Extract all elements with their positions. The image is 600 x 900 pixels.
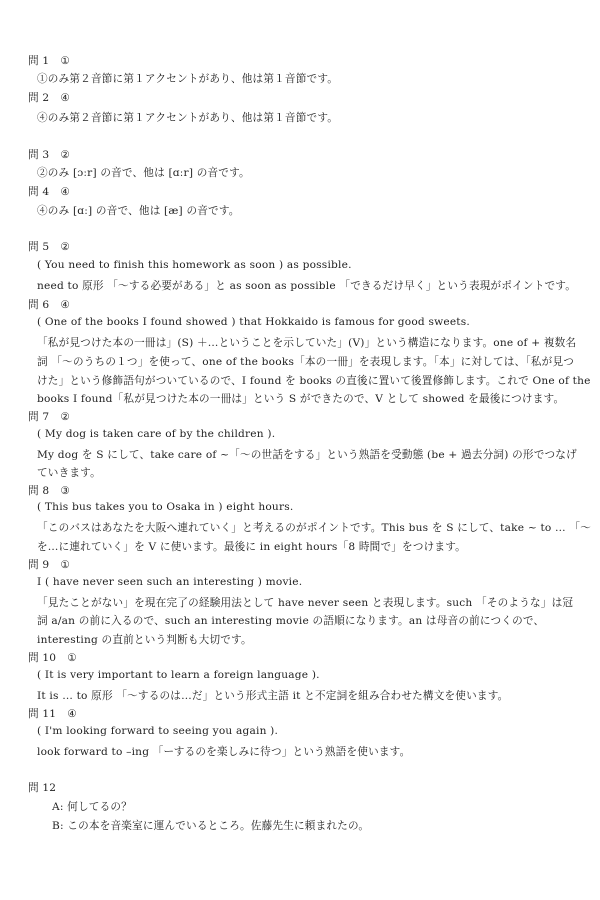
question-number: 問 5 <box>28 241 50 253</box>
question-number: 問 11 <box>28 708 57 720</box>
answer-choice: ④ <box>60 299 71 311</box>
question-header <box>28 780 56 795</box>
explanation-line: look forward to –ing 「ーするのを楽しみに待つ」という熟語を使います。 <box>37 746 411 758</box>
explanation-line: interesting の直前という判断も大切です。 <box>37 634 252 646</box>
answer-choice: ② <box>60 241 71 253</box>
question-header <box>28 706 77 721</box>
explanation-line: ( I'm looking forward to seeing you again ). <box>37 725 279 737</box>
explanation-line: need to 原形 「～する必要がある」と as soon as possible 「できるだけ早く」という表現がポイントです。 <box>37 280 577 292</box>
question-header <box>28 147 70 162</box>
question-header <box>28 184 70 199</box>
explanation-line: を…に連れていく」を V に使います。最後に in eight hours「8 時間で」をつけます。 <box>37 541 466 553</box>
explanation-line: 「このバスはあなたを大阪へ連れていく」と考えるのがポイントです。This bus を S にして、take ~ to … 「～ <box>37 522 592 534</box>
answer-choice: ② <box>60 411 71 423</box>
answer-choice: ③ <box>60 485 71 497</box>
question-number: 問 9 <box>28 559 50 571</box>
question-header <box>28 53 70 68</box>
explanation-line: 詞 a/an の前に入るので、such an interesting movie の語順になります。an は母音の前につくので、 <box>37 615 545 627</box>
question-header <box>28 483 70 498</box>
question-number: 問 10 <box>28 652 57 664</box>
explanation-line: ( This bus takes you to Osaka in ) eight hours. <box>37 501 294 513</box>
explanation-line: My dog を S にして、take care of ~「～の世話をする」という熟語を受動態 (be + 過去分詞) の形でつなげ <box>37 449 577 461</box>
question-header <box>28 650 77 665</box>
explanation-line: B: この本を音楽室に運んでいるところ。佐藤先生に頼まれたの。 <box>52 820 370 832</box>
answer-choice: ① <box>67 652 77 664</box>
question-number: 問 12 <box>28 782 57 794</box>
question-number: 問 3 <box>28 149 50 161</box>
question-number: 問 2 <box>28 92 50 104</box>
answer-choice: ④ <box>67 708 77 720</box>
question-header <box>28 409 70 424</box>
explanation-line: ( My dog is taken care of by the children ). <box>37 428 276 440</box>
explanation-line: 詞 「～のうちの１つ」を使って、one of the books「本の一冊」を表現します。「本」に対しては、「私が見つ <box>37 356 575 368</box>
answer-choice: ① <box>60 55 71 67</box>
explanation-line: It is … to 原形 「～するのは…だ」という形式主語 it と不定詞を組み合わせた構文を使います。 <box>37 690 509 702</box>
question-header <box>28 557 70 572</box>
question-number: 問 4 <box>28 186 50 198</box>
question-header <box>28 297 70 312</box>
answer-choice: ④ <box>60 92 71 104</box>
answer-choice: ④ <box>60 186 71 198</box>
answer-choice: ① <box>60 559 71 571</box>
explanation-line: ④のみ第２音節に第１アクセントがあり、他は第１音節です。 <box>37 112 339 124</box>
explanation-line: けた」という修飾語句がついているので、I found を books の直後に置いて後置修飾します。これで One of the <box>37 375 591 387</box>
question-header <box>28 90 70 105</box>
question-header <box>28 239 70 254</box>
explanation-line: I ( have never seen such an interesting ) movie. <box>37 576 303 588</box>
question-number: 問 1 <box>28 55 50 67</box>
explanation-line: ( It is very important to learn a foreign language ). <box>37 669 320 681</box>
explanation-line: 「私が見つけた本の一冊は」(S) ＋…ということを示していた」(V)」という構造になります。one of + 複数名 <box>37 337 577 349</box>
explanation-line: A: 何してるの？ <box>52 801 132 813</box>
explanation-line: ( One of the books I found showed ) that Hokkaido is famous for good sweets. <box>37 316 470 328</box>
question-number: 問 8 <box>28 485 50 497</box>
question-number: 問 6 <box>28 299 50 311</box>
explanation-line: ②のみ [ɔːr] の音で、他は [ɑːr] の音です。 <box>37 167 250 179</box>
question-number: 問 7 <box>28 411 50 423</box>
explanation-line: ④のみ [ɑː] の音で、他は [æ] の音です。 <box>37 205 240 217</box>
explanation-line: ていきます。 <box>37 467 101 479</box>
explanation-line: ( You need to finish this homework as soon ) as possible. <box>37 259 352 271</box>
explanation-line: 「見たことがない」を現在完了の経験用法として have never seen と表現します。such 「そのような」は冠 <box>37 597 574 609</box>
explanation-line: books I found「私が見つけた本の一冊は」という S ができたので、V として showed を最後につけます。 <box>37 393 565 405</box>
explanation-line: ①のみ第２音節に第１アクセントがあり、他は第１音節です。 <box>37 73 339 85</box>
answer-choice: ② <box>60 149 71 161</box>
